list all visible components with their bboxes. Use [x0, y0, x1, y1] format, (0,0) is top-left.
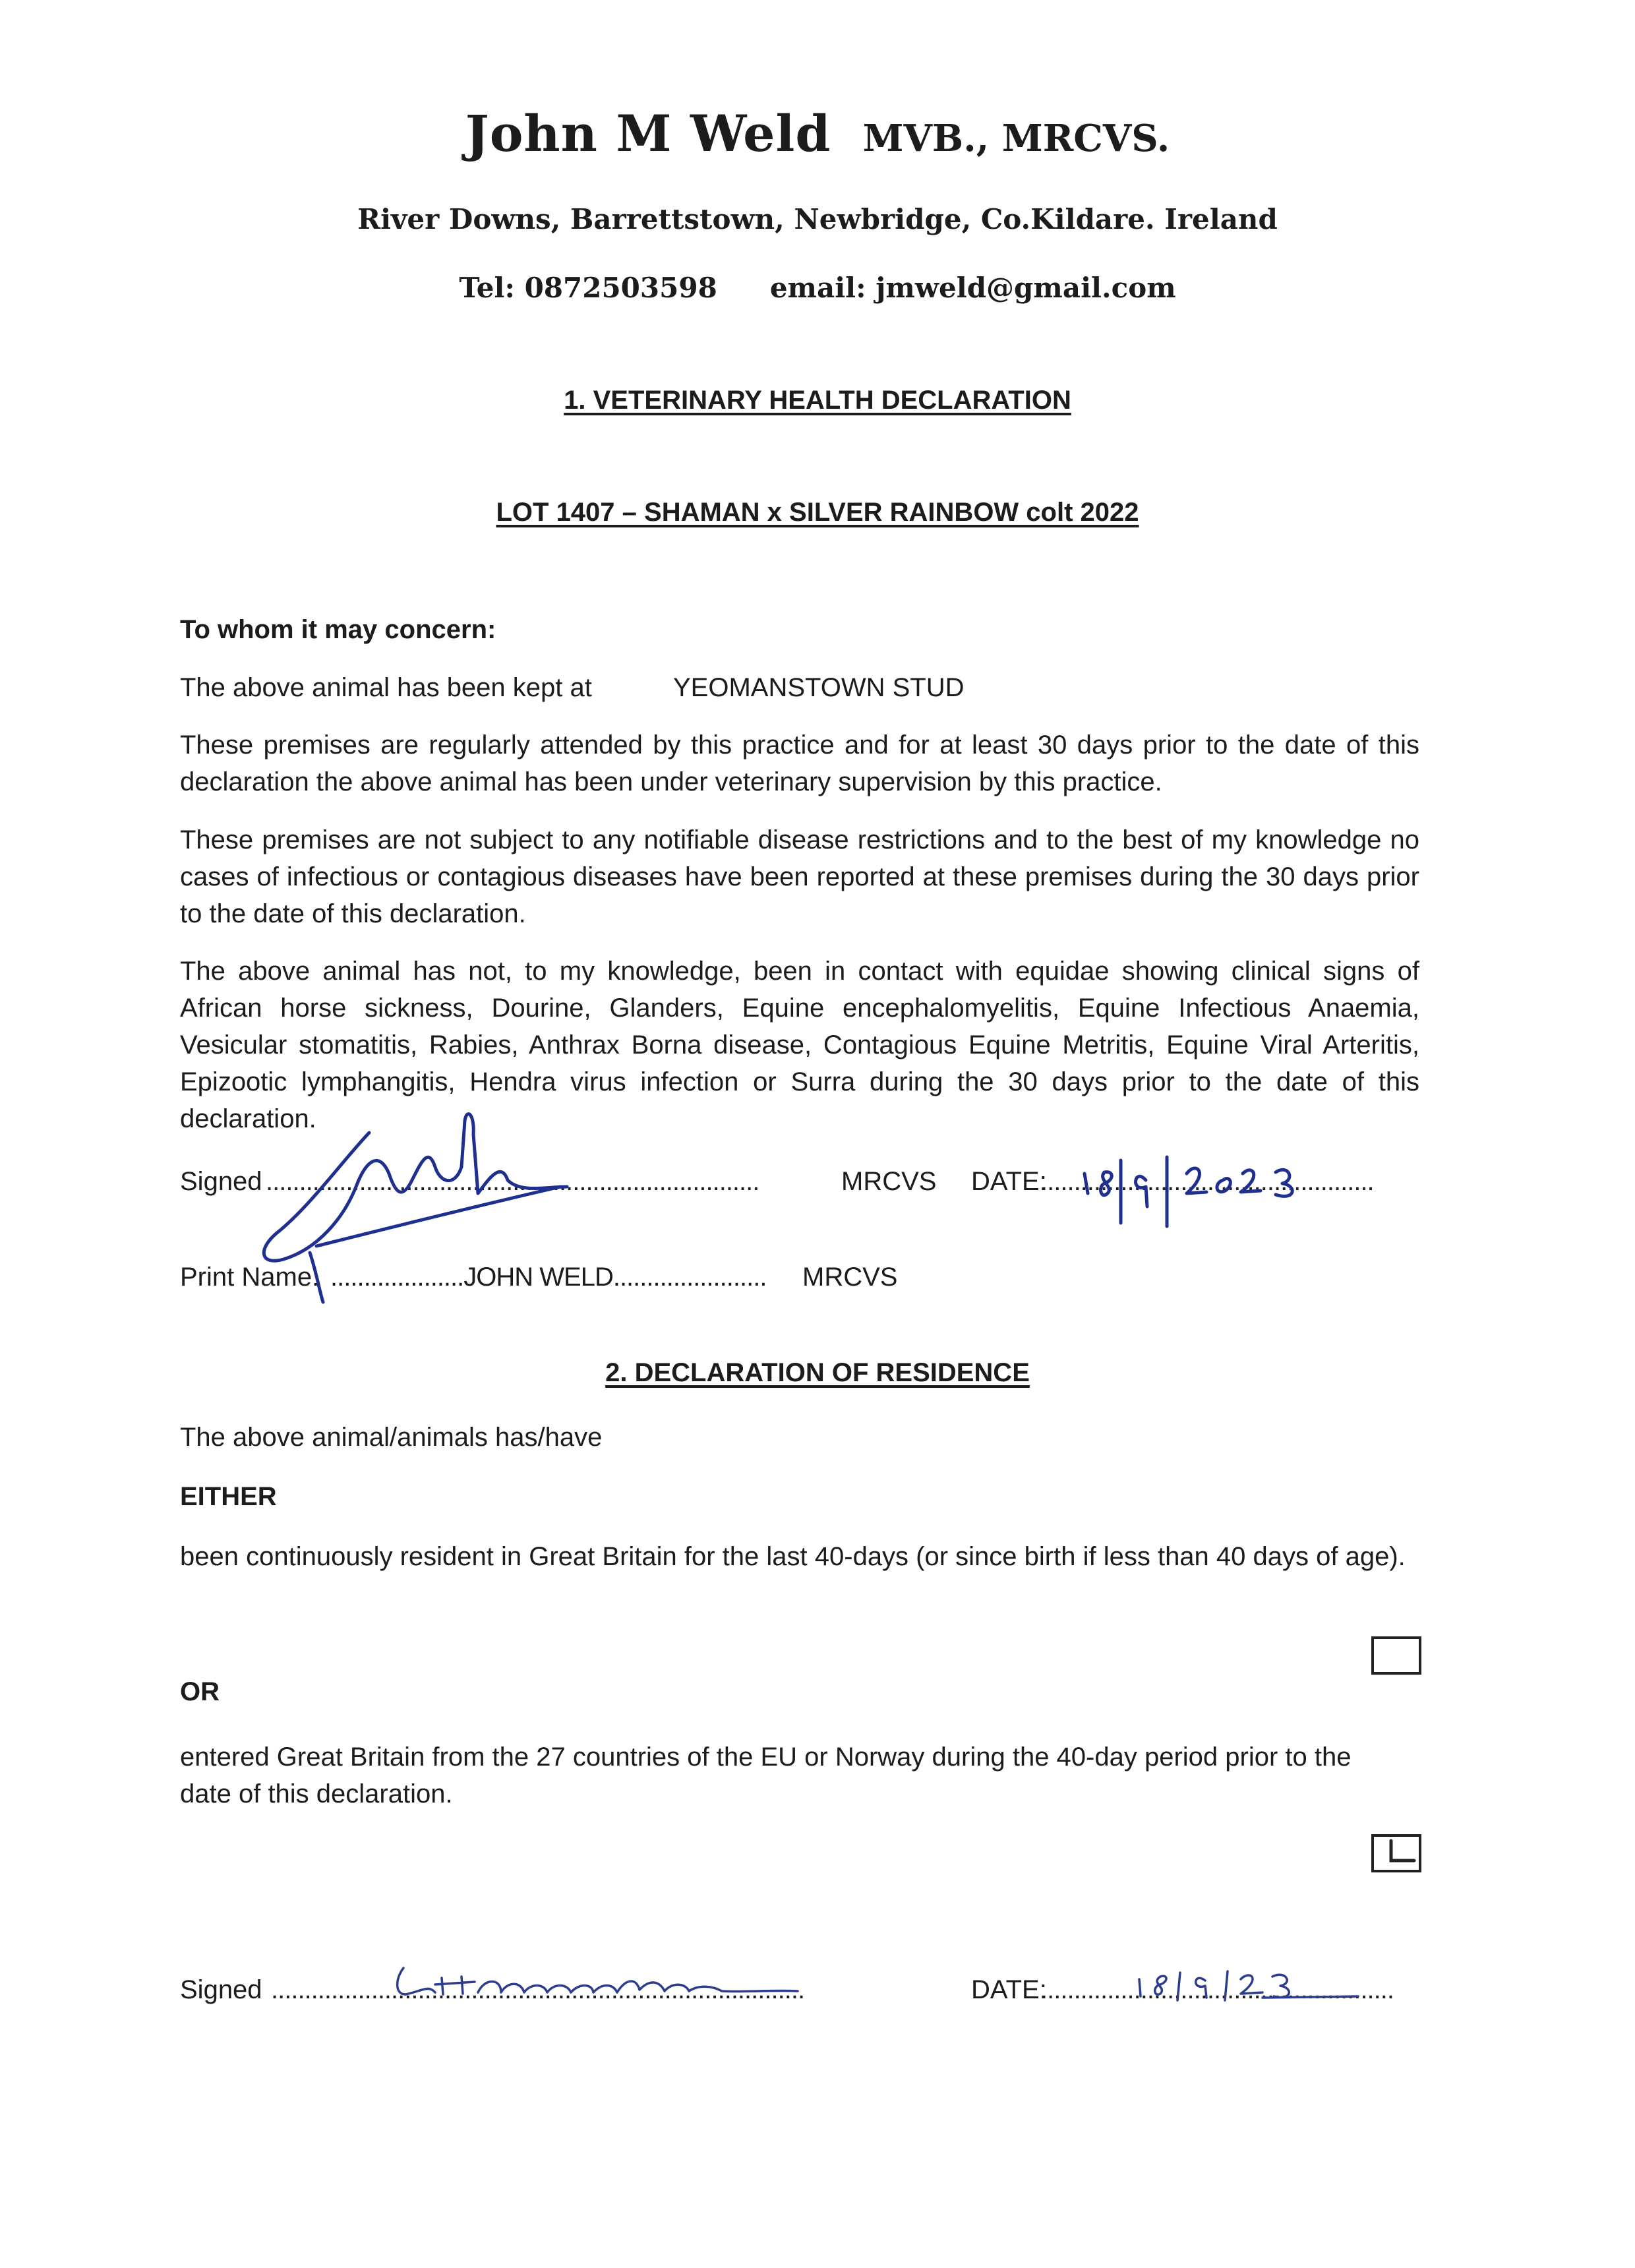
section2-heading: 2. DECLARATION OF RESIDENCE	[605, 1358, 1030, 1387]
paragraph-supervision: These premises are regularly attended by this practice and for at least 30 days prior to the date of this declaration the above animal has been under veterinary supervision by this practice.	[180, 731, 1419, 796]
date-label: DATE:	[971, 1167, 1047, 1196]
print-name-row	[180, 1263, 1419, 1302]
residence-intro: The above animal/animals has/have	[180, 1423, 603, 1452]
vet-name: John M Weld	[465, 104, 831, 163]
option2-text: entered Great Britain from the 27 countries of the EU or Norway during the 40-day period prior to the date of this declaration.	[180, 1743, 1352, 1808]
signature-row-2	[180, 1975, 1419, 2015]
signed2-label: Signed	[180, 1975, 262, 2004]
date2-dots: .....................................................	[1040, 1975, 1394, 2004]
kept-at-line	[180, 669, 1419, 706]
section1-heading: 1. VETERINARY HEALTH DECLARATION	[564, 386, 1071, 415]
either-label: EITHER	[180, 1482, 277, 1511]
signed-dots: ..........................................................................	[266, 1167, 759, 1196]
letterhead-email: email: jmweld@gmail.com	[769, 272, 1176, 304]
letterhead-tel: Tel: 0872503598	[459, 272, 717, 304]
paragraph-contact-diseases: The above animal has not, to my knowledge, been in contact with equidae showing clinical signs of African horse sickness, Dourine, Glanders, Equine encephalomyelitis, Equine Infectious Anaemia, Vesicular stomatitis, Rabies, Anthrax Borna disease, Contagious Equine Metritis, Equine Viral Arteritis, Epizootic lymphangitis, Hendra virus infection or Surra during the 30 days prior to the date of this declaration.	[180, 957, 1419, 1133]
option1-text: been continuously resident in Great Britain for the last 40-days (or since birth if less than 40 days of age).	[180, 1542, 1406, 1571]
signed-mrcvs: MRCVS	[841, 1167, 937, 1196]
kept-at-value: YEOMANSTOWN STUD	[673, 673, 965, 702]
signed2-dots: ................................................................................	[271, 1975, 805, 2004]
kept-at-label: The above animal has been kept at	[180, 673, 592, 702]
letterhead-address: River Downs, Barrettstown, Newbridge, Co.Kildare. Ireland	[357, 203, 1278, 235]
print-name-mrcvs: MRCVS	[802, 1263, 898, 1292]
vet-qualifications: MVB., MRCVS.	[862, 117, 1170, 160]
signed-label: Signed	[180, 1167, 262, 1196]
or-label: OR	[180, 1677, 220, 1706]
lot-title: LOT 1407 – SHAMAN x SILVER RAINBOW colt 2022	[496, 498, 1139, 527]
greeting: To whom it may concern:	[180, 615, 496, 644]
print-name-value: ....................JOHN WELD.......................	[330, 1263, 767, 1292]
option2-checkbox[interactable]	[1371, 1834, 1421, 1872]
letterhead-contact	[0, 272, 1635, 304]
letterhead-name-line	[0, 104, 1635, 163]
signature-row-1	[180, 1167, 1419, 1207]
date-dots: ..................................................	[1040, 1167, 1374, 1196]
date2-label: DATE:	[971, 1975, 1047, 2004]
print-name-label: Print Name:	[180, 1263, 320, 1292]
paragraph-restrictions: These premises are not subject to any notifiable disease restrictions and to the best of my knowledge no cases of infectious or contagious diseases have been reported at these premises during the 30 days prior to the date of this declaration.	[180, 825, 1419, 928]
option1-checkbox[interactable]	[1371, 1636, 1421, 1675]
